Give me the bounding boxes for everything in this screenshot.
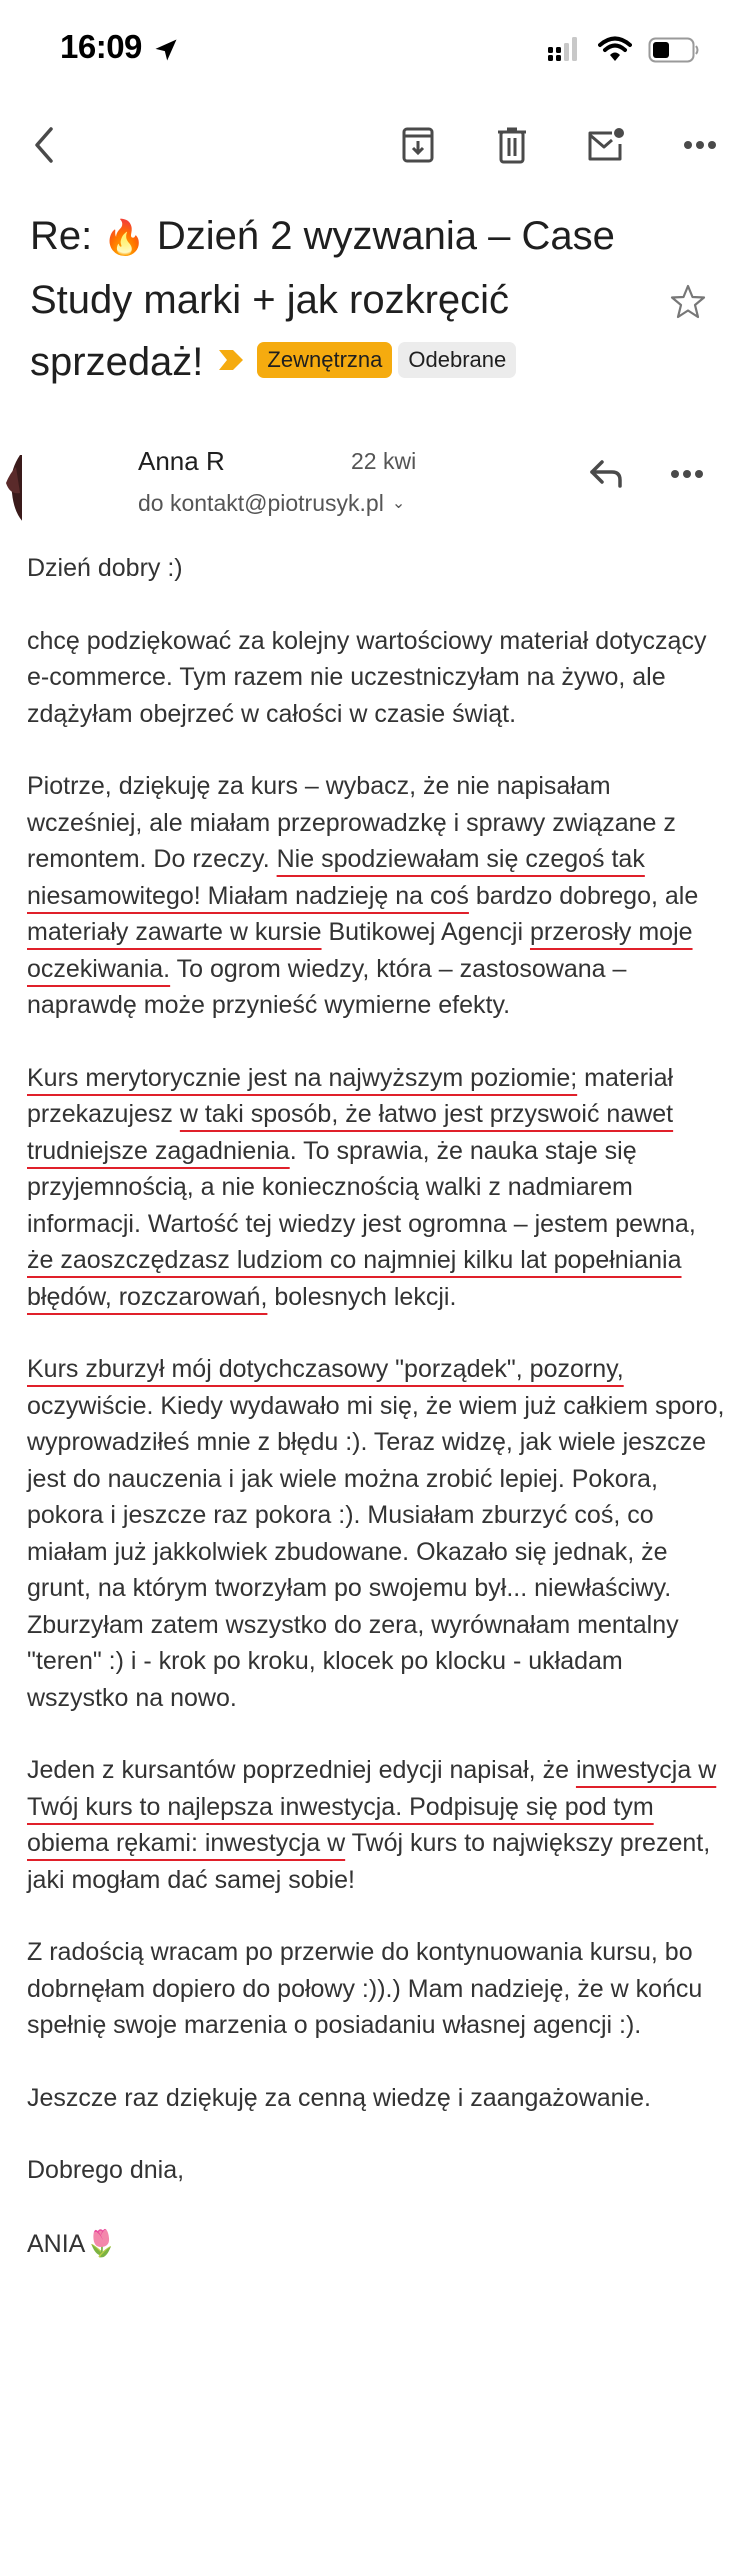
paragraph-text: . To sprawia, że nauka staje się przyjemnością, a nie koniecznością walki z nadmiarem informacji. Wartość tej wiedzy jest ogromna – jestem pewna, (27, 1136, 696, 1238)
underlined-text: że zaoszczędzasz ludziom co najmniej kilku lat popełniania błędów, rozczarowań, (27, 1246, 682, 1311)
body-paragraph (27, 1752, 727, 1898)
paragraph-text: Dobrego dnia, (27, 2156, 185, 2184)
label-odebrane[interactable]: Odebrane (398, 342, 516, 378)
wifi-icon (598, 35, 632, 63)
body-paragraph (27, 1351, 727, 1716)
back-button[interactable] (14, 110, 74, 180)
paragraph-text: Piotrze, dziękuję za kurs – wybacz, że nie napisałam wcześniej, ale miałam przeprowadzkę i sprawy związane z remontem. Do rzeczy. (27, 772, 676, 873)
underlined-text: Kurs merytorycznie jest na najwyższym poziomie; (27, 1063, 578, 1092)
email-body (27, 550, 727, 2298)
delete-button[interactable] (482, 110, 542, 180)
status-time: 16:09 (60, 28, 142, 65)
recipient-details-toggle[interactable] (138, 490, 405, 517)
paragraph-text: Butikowej Agencji (321, 918, 530, 946)
underlined-text: materiały zawarte w kursie (27, 918, 322, 946)
location-arrow-icon (152, 36, 180, 64)
subject-text: Dzień 2 wyzwania – Case Study marki + jak rozkręcić sprzedaż! (30, 214, 615, 384)
chevron-down-icon: ⌄ (391, 495, 406, 512)
body-paragraph (27, 768, 727, 1024)
label-zewnetrzna[interactable]: Zewnętrzna (257, 342, 392, 378)
paragraph-text: Jeszcze raz dziękuję za cenną wiedzę i zaangażowanie. (27, 2083, 651, 2112)
paragraph-text: materiał przekazujesz (27, 1063, 674, 1128)
email-subject (30, 205, 670, 393)
underlined-text: inwestycja w Twój kurs to najlepsza inwestycja. Podpisuję się pod tym obiema rękami: inwestycja w (27, 1756, 717, 1857)
message-date: 22 kwi (351, 448, 417, 474)
body-paragraph (27, 1934, 727, 2044)
sender-name: Anna R (138, 446, 225, 476)
message-more-icon[interactable] (665, 452, 709, 496)
paragraph-text: bolesnych lekcji. (267, 1282, 457, 1311)
back-chevron-icon (31, 125, 57, 165)
sender-avatar[interactable] (0, 453, 54, 525)
battery-icon (648, 36, 700, 64)
paragraph-text: Twój kurs to największy prezent, jaki mogłam dać samej sobie! (27, 1829, 711, 1894)
cellular-signal-icon (546, 36, 582, 64)
signature-name: ANIA (27, 2229, 86, 2258)
more-horizontal-icon (683, 140, 717, 150)
importance-marker-icon[interactable] (217, 346, 245, 374)
archive-button[interactable] (388, 110, 448, 180)
body-paragraph (27, 2080, 727, 2117)
archive-icon (401, 126, 435, 164)
body-paragraphs (27, 623, 727, 2189)
body-paragraph (27, 623, 727, 733)
paragraph-text: To ogrom wiedzy, która – zastosowana – naprawdę może przynieść wymierne efekty. (27, 954, 627, 1019)
paragraph-text: Z radością wracam po przerwie do kontynuowania kursu, bo dobrnęłam dopiero do połowy :)).) Mam nadzieję, że w końcu spełnię swoje marzenia o posiadaniu własnej agencji :). (27, 1938, 703, 2039)
paragraph-text: bardzo dobrego, ale (468, 881, 699, 910)
star-outline-icon[interactable] (668, 282, 708, 322)
underlined-text: przerosły moje oczekiwania. (27, 918, 693, 983)
status-bar (0, 0, 749, 100)
underlined-text: Kurs zburzył mój dotychczasowy "porządek", pozorny, (27, 1355, 624, 1383)
underlined-text: Nie spodziewałam się czegoś tak niesamowitego! Miałam nadzieję na coś (27, 845, 645, 910)
signature (27, 2225, 727, 2263)
reply-icon[interactable] (584, 452, 628, 496)
paragraph-text: chcę podziękować za kolejny wartościowy materiał dotyczący e-commerce. Tym razem nie uczestniczyłam na żywo, ale zdążyłam obejrzeć w całości w czasie świąt. (27, 626, 707, 728)
subject-prefix: Re: (30, 214, 93, 258)
fire-emoji: 🔥 (103, 219, 146, 257)
tulip-emoji: 🌷 (85, 2227, 118, 2258)
paragraph-text: Jeden z kursantów poprzedniej edycji napisał, że (27, 1756, 576, 1784)
mark-unread-icon (586, 126, 626, 164)
message-toolbar (0, 110, 749, 180)
paragraph-text: oczywiście. Kiedy wydawało mi się, że wiem już całkiem sporo, wyprowadziłeś mnie z błędu :). Teraz widzę, jak wiele jeszcze jest do nauczenia i jak wiele można zrobić lepiej. Pokora, pokora i jeszcze raz pokora :). Musiałam zburzyć coś, co miałam już jakkolwiek zbudowane. Okazało się jednak, że grunt, na którym tworzyłam po swojemu był... niewłaściwy. Zburzyłam zatem wszystko do zera, wyrównałam mentalny "teren" :) i - krok po kroku, klocek po klocku - układam wszystko na nowo. (27, 1391, 725, 1712)
trash-icon (497, 126, 527, 164)
recipient-text: do kontakt@piotrusyk.pl (138, 490, 384, 516)
underlined-text: w taki sposób, że łatwo jest przyswoić nawet trudniejsze zagadnienia (27, 1100, 674, 1165)
body-paragraph (27, 1060, 727, 1316)
greeting: Dzień dobry :) (27, 554, 183, 582)
more-options-button[interactable] (670, 110, 730, 180)
mark-unread-button[interactable] (576, 110, 636, 180)
body-paragraph (27, 2152, 727, 2189)
